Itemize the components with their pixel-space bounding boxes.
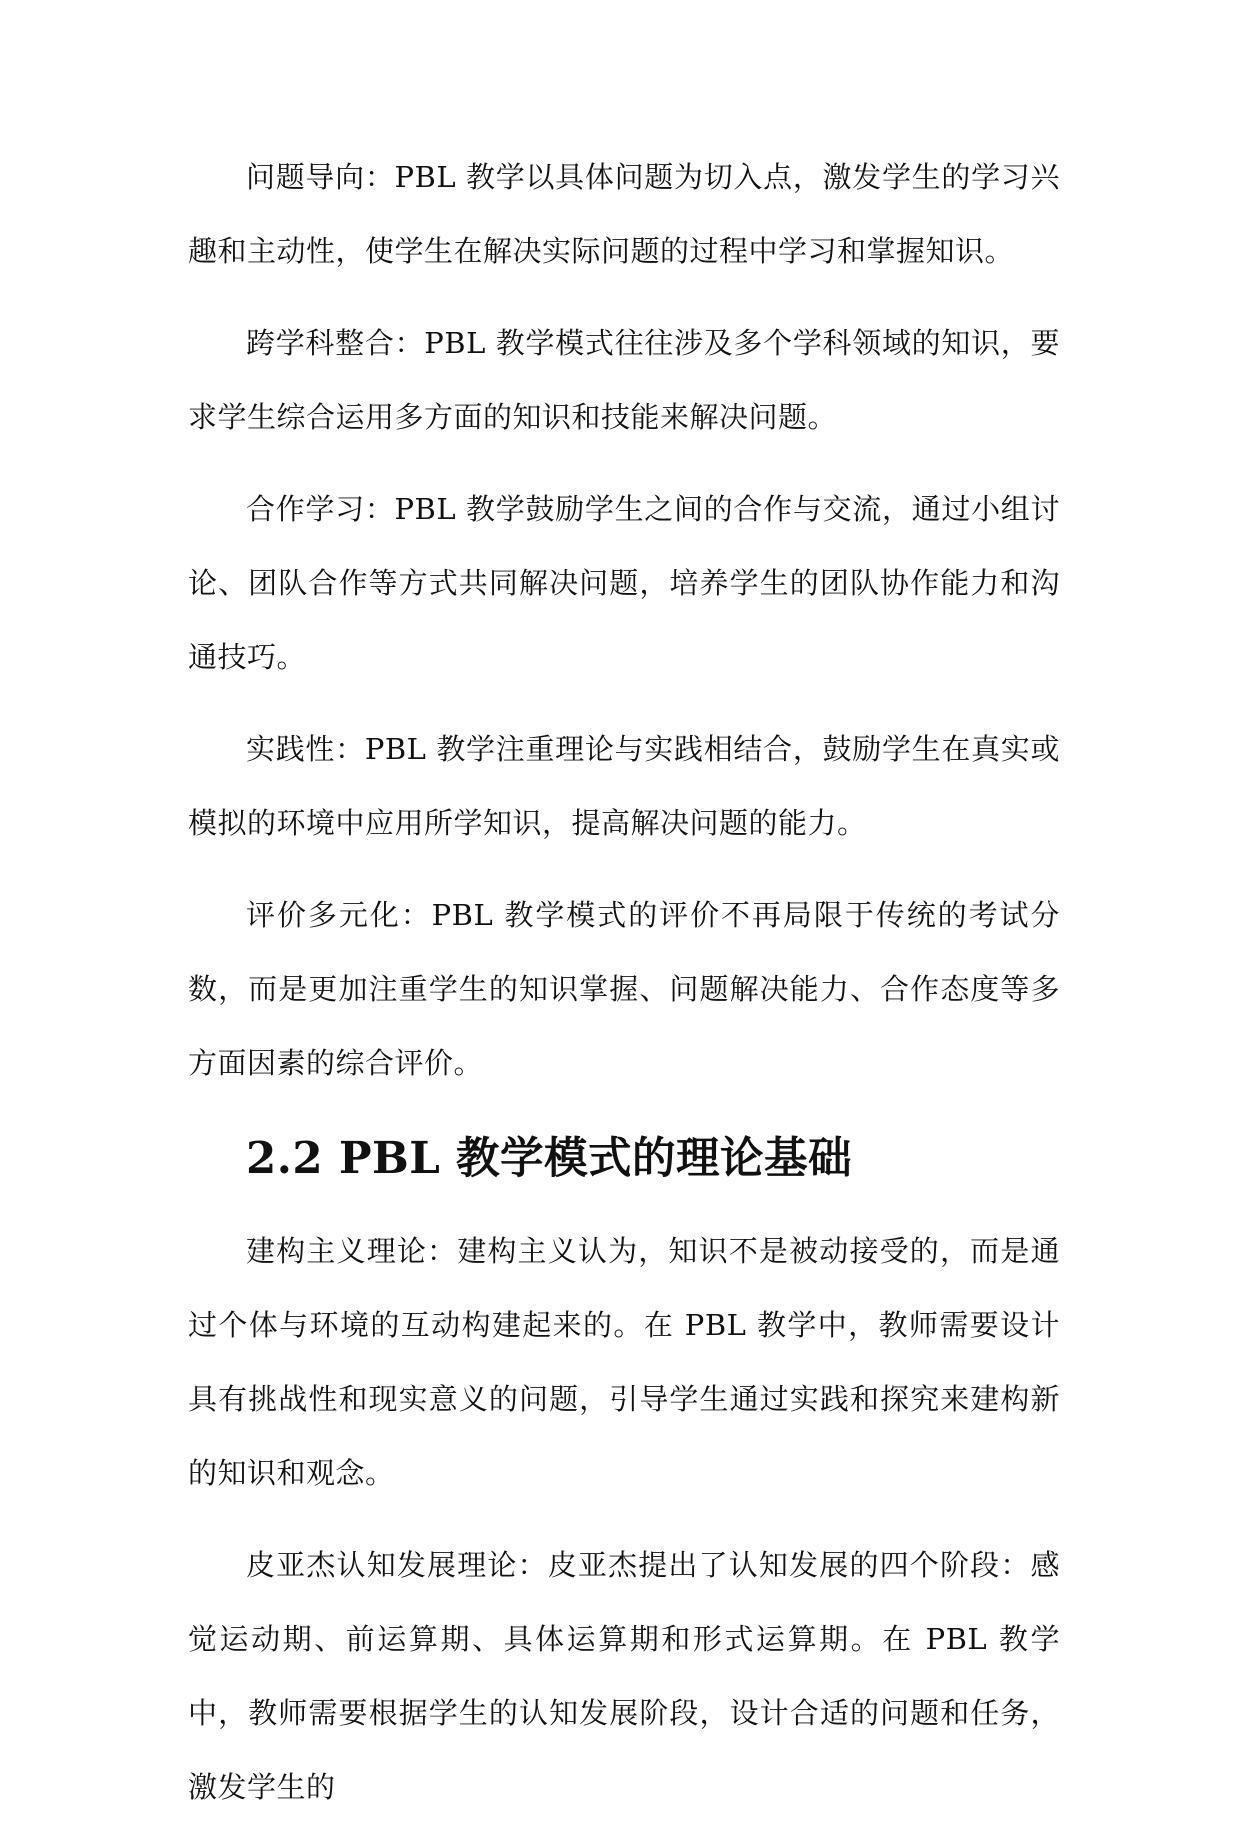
section-heading: 2.2 PBL 教学模式的理论基础 xyxy=(246,1133,853,1184)
paragraph-diverse-evaluation: 评价多元化：PBL 教学模式的评价不再局限于传统的考试分数，而是更加注重学生的知识掌握、问题解决能力、合作态度等多方面因素的综合评价。 xyxy=(188,898,1060,1080)
paragraph-cooperative-learning: 合作学习：PBL 教学鼓励学生之间的合作与交流，通过小组讨论、团队合作等方式共同解决问题，培养学生的团队协作能力和沟通技巧。 xyxy=(188,492,1060,674)
paragraph-practicality: 实践性：PBL 教学注重理论与实践相结合，鼓励学生在真实或模拟的环境中应用所学知识，提高解决问题的能力。 xyxy=(188,732,1060,840)
paragraph-piaget: 皮亚杰认知发展理论：皮亚杰提出了认知发展的四个阶段：感觉运动期、前运算期、具体运算期和形式运算期。在 PBL 教学中，教师需要根据学生的认知发展阶段，设计合适的问题和任务，激发学生的 xyxy=(188,1548,1060,1804)
paragraph-constructivism: 建构主义理论：建构主义认为，知识不是被动接受的，而是通过个体与环境的互动构建起来的。在 PBL 教学中，教师需要设计具有挑战性和现实意义的问题，引导学生通过实践和探究来建构新的知识和观念。 xyxy=(188,1234,1060,1490)
paragraph-problem-oriented: 问题导向：PBL 教学以具体问题为切入点，激发学生的学习兴趣和主动性，使学生在解决实际问题的过程中学习和掌握知识。 xyxy=(188,160,1060,268)
paragraph-interdisciplinary: 跨学科整合：PBL 教学模式往往涉及多个学科领域的知识，要求学生综合运用多方面的知识和技能来解决问题。 xyxy=(188,326,1060,434)
document-page xyxy=(188,140,1060,1842)
